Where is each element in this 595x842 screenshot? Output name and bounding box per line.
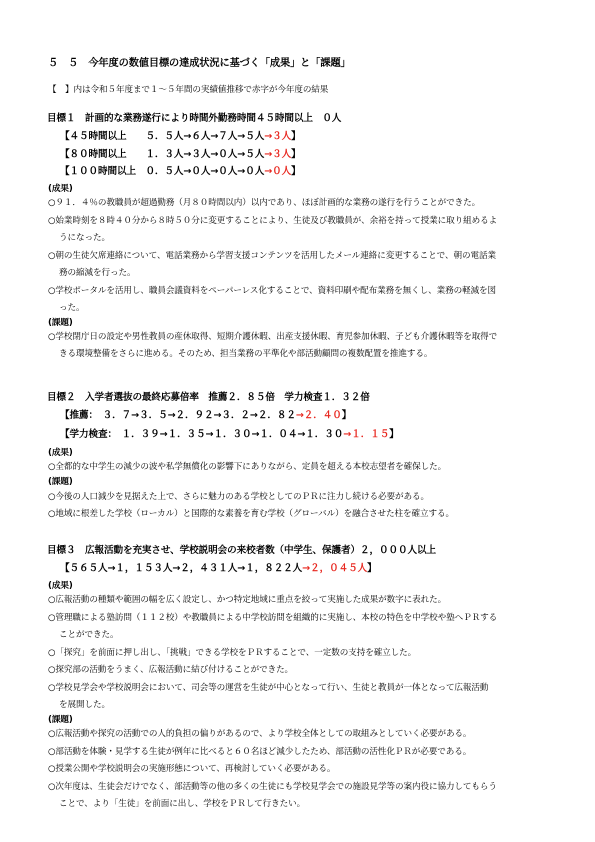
goal1-results-label: (成果) [48,184,73,194]
goal1-heading: 目標１ 計画的な業務遂行により時間外勤務時間４５時間以上 ０人 [47,113,342,124]
goal2-row-exam: 【学力検査： １．３９→１．３５→１．３０→１．０４→１．３０→１．１５】 [60,429,399,440]
goal1-result-item-cont: うになった。 [59,233,110,243]
goal3-result-item: ○探究部の活動をうまく、広報活動に結び付けることができた。 [48,665,294,675]
goal1-row-80h: 【８０時間以上 １．３人→３人→０人→５人→３人】 [60,149,301,160]
goal3-row-attendance: 【５６５人→１，１５３人→２，４３１人→１，８２２人→２，０４５人】 [60,563,377,574]
goal1-issue-item: ○学校閉庁日の設定や男性教員の産休取得、短期介護休暇、出産支援休暇、育児参加休暇、子ども介護休暇等を取得で [48,332,498,342]
goal2-issues-label: (課題) [48,477,73,487]
goal3-issue-item: ○次年度は、生徒会だけでなく、部活動等の他の多くの生徒にも学校見学会での施設見学等の案内役に協力してもらう [48,782,497,792]
goal3-result-item: ○「探究」を前面に押し出し、「挑戦」できる学校をＰＲすることで、一定数の支持を確立した。 [48,648,417,658]
goal3-results-label: (成果) [48,581,73,591]
goal1-row-100h: 【１００時間以上 ０．５人→０人→０人→０人→０人】 [60,166,301,177]
goal3-issue-item: ○部活動を体験・見学する生徒が例年に比べると６０名ほど減少したため、部活動の活性化ＰＲが必要である。 [48,747,472,757]
goal2-issue-item: ○地域に根差した学校（ローカル）と国際的な素養を育む学校（グローバル）を融合させた柱を確立する。 [48,509,455,519]
legend-note: 【 】内は令和５年度まで１～５年間の実績値推移で赤字が今年度の結果 [48,85,329,95]
goal2-heading: 目標２ 入学者選抜の最終応募倍率 推薦２．８５倍 学力検査１．３２倍 [47,392,370,403]
goal3-result-item: ○広報活動の種類や範囲の幅を広く設定し、かつ特定地域に重点を絞って実施した成果が数字に表れた。 [48,595,447,605]
goal2-issue-item: ○今後の人口減少を見据えた上で、さらに魅力のある学校としてのＰＲに注力し続ける必要がある。 [48,492,429,502]
goal3-result-item: ○学校見学会や学校説明会において、司会等の運営を生徒が中心となって行い、生徒と教員が一体となって広報活動 [48,683,489,693]
goal1-row-45h: 【４５時間以上 ５．５人→６人→７人→５人→３人】 [60,131,301,142]
goal3-issue-item-cont: ことで、より「生徒」を前面に出し、学校をＰＲして行きたい。 [59,799,306,809]
section-title: ５ ５ 今年度の数値目標の達成状況に基づく「成果」と「課題」 [48,58,351,69]
goal3-result-item-cont: を展開した。 [59,700,110,710]
goal3-issues-label: (課題) [48,715,73,725]
goal3-issue-item: ○授業公開や学校説明会の実施形態について、再検討していく必要がある。 [48,764,336,774]
goal1-issue-item-cont: きる環境整備をさらに進める。そのため、担当業務の平準化や部活動顧問の複数配置を推進する。 [59,349,433,359]
goal1-result-item: ○学校ポータルを活用し、職員会議資料をペーパーレス化することで、資料印刷や配布業務を無くし、業務の軽減を図 [48,286,497,296]
goal2-result-item: ○全都的な中学生の減少の波や私学無償化の影響下にありながら、定員を超える本校志望者を確保した。 [48,462,447,472]
goal1-result-item: ○始業時刻を８時４０分から８時５０分に変更することにより、生徒及び教職員が、余裕を持って授業に取り組めるよ [48,216,498,226]
goal2-row-recommend: 【推薦： ３．７→３．５→２．９２→３．２→２．８２→２．４０】 [60,410,352,421]
goal1-result-item: ○９１．４％の教職員が超過勤務（月８０時間以内）以内であり、ほぼ計画的な業務の遂行を行うことができた。 [48,198,481,208]
goal3-result-item: ○管理職による塾訪問（１１２校）や教職員による中学校訪問を組織的に実施し、本校の特色を中学校や塾へＰＲする [48,613,498,623]
goal2-results-label: (成果) [48,448,73,458]
goal1-result-item: ○朝の生徒欠席連絡について、電話業務から学習支援コンテンツを活用したメール連絡に変更することで、朝の電話業 [48,251,496,261]
goal1-issues-label: (課題) [48,318,73,328]
goal1-result-item-cont: った。 [59,303,85,313]
goal3-result-item-cont: ことができた。 [59,630,119,640]
goal1-result-item-cont: 務の縮減を行った。 [59,268,136,278]
goal3-heading: 目標３ 広報活動を充実させ、学校説明会の来校者数（中学生、保護者）２，０００人以上 [47,545,436,556]
goal3-issue-item: ○広報活動や探究の活動での人的負担の偏りがあるので、より学校全体としての取組みとしていく必要がある。 [48,729,472,739]
